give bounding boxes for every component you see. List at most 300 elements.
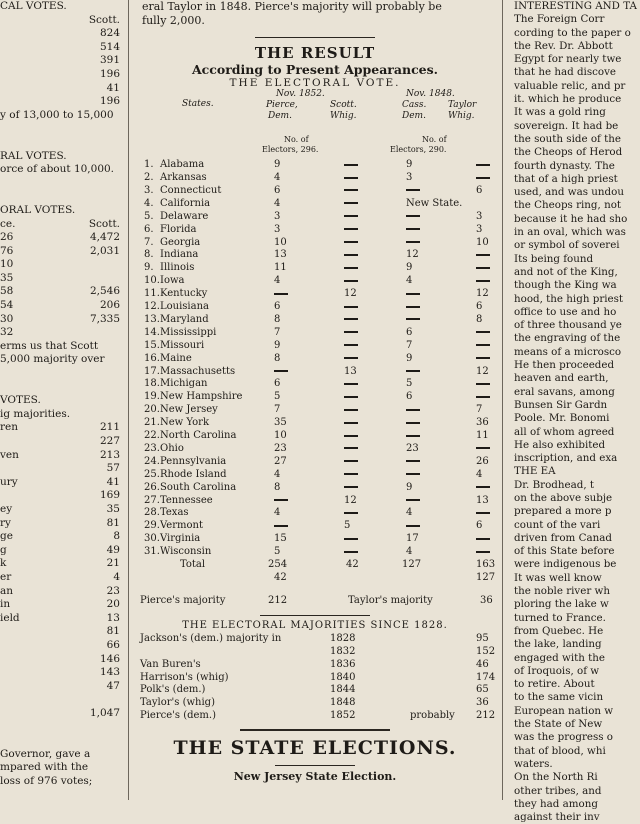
pierce-votes-dash [274, 366, 288, 377]
pierce-votes: 3 [274, 223, 281, 235]
majority-value: 36 [476, 697, 489, 709]
state-number: 23. [144, 442, 160, 454]
state-number: 21. [144, 417, 160, 429]
right-line: Dr. Brodhead, t [514, 478, 595, 491]
scott-votes: 5 [344, 520, 351, 532]
taylor-votes: 3 [476, 223, 483, 235]
majority-qualifier: probably [410, 709, 455, 721]
right-line: of Iroquois, of w [514, 664, 600, 677]
majority-row [134, 659, 496, 672]
col-cass: Cass. [402, 100, 427, 111]
state-number: 24. [144, 455, 160, 467]
taylor-votes-dash [476, 172, 490, 183]
taylor-votes-dash [476, 262, 490, 273]
scott-votes-dash [344, 456, 358, 467]
left-line [0, 598, 124, 612]
table-row [134, 546, 496, 559]
majority-label: Harrison's (whig) [140, 671, 229, 683]
right-line: engaged with the [514, 651, 606, 664]
right-line: and not of the King, [514, 265, 618, 278]
state-name: Maryland [160, 313, 209, 325]
right-line: the lake, landing [514, 638, 602, 651]
state-number: 22. [144, 430, 160, 442]
state-name: New Hampshire [160, 391, 243, 403]
pierce-votes: 35 [274, 417, 287, 429]
left-line [0, 394, 124, 408]
left-line-text: ury [0, 475, 18, 488]
left-line [0, 82, 124, 96]
table-row [134, 288, 496, 301]
result-subtitle: According to Present Appearances. [191, 62, 439, 78]
left-line-value: 8 [113, 530, 120, 543]
state-name: Mississippi [160, 326, 217, 338]
electors-label: No. of [284, 135, 309, 145]
pierce-votes: 10 [274, 236, 287, 248]
pierce-votes: 23 [274, 442, 287, 454]
right-line: ploring the lake w [514, 598, 609, 611]
taylor-votes: 13 [476, 494, 489, 506]
state-number: 29. [144, 520, 160, 532]
left-line-value: 21 [106, 557, 120, 570]
middle-column [134, 0, 496, 800]
column-rule-right [502, 0, 503, 800]
table-row [134, 314, 496, 327]
scott-votes-dash [344, 275, 358, 286]
col-pierce: Pierce, [266, 100, 298, 111]
right-line: the Cheops of Herod [514, 146, 623, 159]
state-name: Indiana [160, 249, 199, 261]
table-row [134, 224, 496, 237]
table-row [134, 172, 496, 185]
majority-year: 1852 [330, 709, 356, 721]
intro-text [134, 0, 496, 27]
right-line: the Cheops ring, not [514, 199, 622, 212]
right-line: Its being found [514, 252, 594, 265]
electors-count: Electors, 296. [262, 145, 319, 155]
left-line-text: erms us that Scott [0, 339, 99, 352]
left-line-value: 391 [99, 54, 120, 67]
left-line [0, 707, 124, 721]
taylor-majority-value: 36 [480, 595, 493, 607]
right-line: in an oval, which was [514, 226, 626, 239]
left-line-value: 2,031 [89, 244, 120, 257]
left-line [0, 272, 124, 286]
cass-votes: 6 [406, 391, 413, 403]
majority-year: 1836 [330, 658, 356, 670]
state-number: 6. [144, 223, 154, 235]
right-line: that he had discove [514, 66, 616, 79]
state-number: 4. [144, 197, 154, 209]
table-row [134, 249, 496, 262]
taylor-votes: 12 [476, 288, 489, 300]
right-line: hood, the high priest [514, 292, 624, 305]
scott-votes-dash [344, 391, 358, 402]
state-name: Vermont [160, 520, 203, 532]
table-row [134, 404, 496, 417]
left-line [0, 150, 124, 164]
left-line [0, 122, 124, 136]
intro-line: fully 2,000. [142, 13, 205, 27]
majority-value: 65 [476, 684, 489, 696]
cass-votes-dash [406, 469, 420, 480]
majority-year: 1848 [330, 697, 356, 709]
left-line [0, 299, 124, 313]
scott-votes-dash [344, 469, 358, 480]
left-line-text: 10 [0, 258, 14, 271]
pierce-votes: 8 [274, 481, 281, 493]
right-line: He then proceeded [514, 359, 615, 372]
majority-year: 1844 [330, 684, 356, 696]
left-line-value: 196 [99, 67, 120, 80]
state-name: Iowa [160, 275, 185, 287]
pierce-votes: 4 [274, 172, 281, 184]
table-row [134, 417, 496, 430]
left-line-text: loss of 976 votes; [0, 774, 93, 787]
pierce-votes: 4 [274, 275, 281, 287]
taylor-votes: 4 [476, 468, 483, 480]
cass-votes-dash [406, 185, 420, 196]
table-row [134, 340, 496, 353]
table-row [134, 353, 496, 366]
scott-votes-dash [344, 301, 358, 312]
state-number: 20. [144, 404, 160, 416]
left-line [0, 218, 124, 232]
right-line: On the North Ri [514, 771, 598, 784]
left-line [0, 408, 124, 422]
left-line-text: 58 [0, 285, 14, 298]
left-line-text: ren [0, 421, 18, 434]
pierce-votes: 4 [274, 197, 281, 209]
right-line: they had among [514, 797, 598, 810]
right-line: It was a gold ring [514, 106, 606, 119]
cass-votes: 9 [406, 159, 413, 171]
col-states: States. [182, 99, 214, 110]
taylor-votes-dash [476, 327, 490, 338]
left-line [0, 666, 124, 680]
right-line: It was well know [514, 571, 602, 584]
right-line: against their inv [514, 811, 600, 824]
right-line: Bunsen Sir Gardn [514, 398, 608, 411]
cass-votes-dash [406, 520, 420, 531]
left-line [0, 503, 124, 517]
taylor-votes-dash [476, 443, 490, 454]
pierce-votes: 6 [274, 378, 281, 390]
col-dem: Dem. [268, 111, 292, 122]
cass-votes-dash [406, 314, 420, 325]
left-line-value: 66 [106, 638, 120, 651]
divider [260, 615, 370, 616]
pierce-votes: 15 [274, 533, 287, 545]
left-line [0, 476, 124, 490]
right-line: count of the vari [514, 518, 601, 531]
left-line [0, 340, 124, 354]
majority-row [134, 697, 496, 710]
left-line-text: in [0, 598, 11, 611]
taylor-votes: 3 [476, 210, 483, 222]
scott-votes-dash [344, 172, 358, 183]
left-line-text: ry [0, 516, 11, 529]
table-row [134, 520, 496, 533]
left-line-value: 227 [99, 435, 120, 447]
majority-value: 212 [476, 709, 496, 721]
right-line: THE EA [514, 465, 556, 478]
right-line: waters. [514, 757, 553, 770]
left-column [0, 0, 124, 800]
scott-votes-dash [344, 482, 358, 493]
left-line [0, 775, 124, 789]
left-line-value: 213 [99, 448, 120, 461]
majority-row [134, 646, 496, 659]
cass-votes: 23 [406, 442, 419, 454]
left-line [0, 734, 124, 748]
left-line-text: ey [0, 502, 13, 515]
state-number: 18. [144, 378, 160, 390]
right-column [508, 0, 640, 824]
state-name: Pennsylvania [160, 455, 227, 467]
left-line-text: er [0, 570, 12, 583]
pierce-votes: 5 [274, 391, 281, 403]
total-scott-sub: 42 [274, 572, 287, 584]
state-name: Ohio [160, 442, 184, 454]
pierce-votes: 3 [274, 210, 281, 222]
taylor-votes-dash [476, 378, 490, 389]
state-name: Louisiana [160, 301, 209, 313]
scott-votes-dash [344, 443, 358, 454]
majority-label: Jackson's (dem.) majority in [140, 633, 282, 645]
left-line-value: 20 [106, 598, 120, 611]
left-line [0, 163, 124, 177]
right-line: The Foreign Corr [514, 13, 605, 26]
left-line [0, 625, 124, 639]
table-row [134, 482, 496, 495]
scott-votes-dash [344, 533, 358, 544]
right-line: or symbol of soverei [514, 239, 620, 252]
state-name: Alabama [160, 159, 205, 171]
scott-votes-dash [344, 430, 358, 441]
cass-votes: 3 [406, 172, 413, 184]
pierce-votes: 4 [274, 468, 281, 480]
left-line [0, 41, 124, 55]
left-line [0, 190, 124, 204]
right-line: from Quebec. He [514, 624, 604, 637]
cass-votes: 4 [406, 507, 413, 519]
scott-votes-dash [344, 211, 358, 222]
pierce-votes: 10 [274, 430, 287, 442]
scott-votes-dash [344, 237, 358, 248]
left-line-text: ce. [0, 217, 16, 230]
right-line: driven from Canad [514, 531, 612, 544]
taylor-votes: 10 [476, 236, 489, 248]
col-nov1852: Nov. 1852. [276, 89, 325, 100]
right-line: to the same vicin [514, 691, 604, 704]
state-name: Connecticut [160, 184, 222, 196]
state-number: 2. [144, 172, 154, 184]
pierce-votes-dash [274, 495, 288, 506]
state-name: Texas [160, 507, 189, 519]
state-elections-title: THE STATE ELECTIONS. [173, 737, 457, 760]
left-line-value: 41 [106, 81, 120, 94]
left-line [0, 231, 124, 245]
state-number: 5. [144, 210, 154, 222]
left-line-value: Scott. [88, 217, 120, 230]
left-line-value: 7,335 [89, 312, 120, 325]
state-name: California [160, 197, 211, 209]
right-line: valuable relic, and pr [514, 79, 626, 92]
state-name: Illinois [160, 262, 195, 274]
scott-votes-dash [344, 327, 358, 338]
majority-label: Van Buren's [140, 658, 201, 670]
left-line-value: 57 [106, 462, 120, 475]
cass-votes: 7 [406, 339, 413, 351]
right-line: that of a high priest [514, 172, 618, 185]
scott-votes-dash [344, 507, 358, 518]
state-number: 9. [144, 262, 154, 274]
table-row [134, 456, 496, 469]
right-line: means of a microsco [514, 345, 622, 358]
table-row [134, 533, 496, 546]
majority-year: 1840 [330, 671, 356, 683]
left-line [0, 557, 124, 571]
majority-value: 95 [476, 633, 489, 645]
right-line: that of blood, whi [514, 744, 606, 757]
left-line [0, 693, 124, 707]
cass-votes: 12 [406, 249, 419, 261]
total-label: Total [180, 559, 206, 571]
pierce-votes: 7 [274, 326, 281, 338]
left-line-value: 23 [106, 584, 120, 597]
table-row [134, 443, 496, 456]
left-line-text: ven [0, 448, 19, 461]
left-line-value: 2,546 [89, 285, 120, 298]
cass-votes-dash [406, 495, 420, 506]
state-number: 10. [144, 275, 160, 287]
state-name: Massachusetts [160, 365, 236, 377]
cass-votes: 17 [406, 533, 419, 545]
taylor-votes-dash [476, 546, 490, 557]
table-row [134, 366, 496, 379]
state-name: Florida [160, 223, 197, 235]
right-line: the Rev. Dr. Abbott [514, 39, 613, 52]
majority-value: 46 [476, 658, 489, 670]
totals [134, 559, 496, 595]
left-line-value: Scott. [88, 13, 120, 26]
majority-row [134, 684, 496, 697]
left-line [0, 530, 124, 544]
state-name: North Carolina [160, 430, 237, 442]
pierce-votes: 8 [274, 352, 281, 364]
state-name: Rhode Island [160, 468, 227, 480]
table-row [134, 495, 496, 508]
table-row [134, 327, 496, 340]
left-line-value: 47 [106, 679, 120, 692]
left-line [0, 353, 124, 367]
left-line-value: 206 [99, 299, 120, 312]
left-line-text: g [0, 543, 7, 556]
cass-votes: 9 [406, 481, 413, 493]
taylor-votes-dash [476, 391, 490, 402]
state-number: 12. [144, 301, 160, 313]
state-name: Delaware [160, 210, 209, 222]
left-line [0, 421, 124, 435]
majority-label: Taylor's (whig) [140, 697, 215, 709]
left-line-text: VOTES. [0, 394, 41, 407]
left-line [0, 571, 124, 585]
state-number: 1. [144, 159, 154, 171]
pierce-votes: 9 [274, 339, 281, 351]
left-line-value: 49 [106, 543, 120, 556]
scott-votes-dash [344, 404, 358, 415]
col-taylor: Taylor [448, 100, 477, 111]
col-whig: Whig. [330, 111, 357, 122]
state-number: 30. [144, 533, 160, 545]
left-line [0, 748, 124, 762]
majority-year: 1828 [330, 633, 356, 645]
state-name: Tennessee [160, 494, 213, 506]
taylor-votes: 12 [476, 365, 489, 377]
left-line-text: an [0, 584, 14, 597]
taylor-majority-label: Taylor's majority [348, 595, 433, 607]
cass-votes-dash [406, 417, 420, 428]
state-number: 26. [144, 481, 160, 493]
right-line: though the King wa [514, 279, 617, 292]
right-line: turned to France. [514, 611, 606, 624]
left-line [0, 381, 124, 395]
nj-election-heading: New Jersey State Election. [233, 770, 397, 784]
state-name: Missouri [160, 339, 205, 351]
left-line [0, 761, 124, 775]
state-number: 28. [144, 507, 160, 519]
majority-row [134, 633, 496, 646]
right-line: because it he had sho [514, 212, 628, 225]
right-line: prepared a more p [514, 505, 612, 518]
col-scott: Scott. [330, 100, 357, 111]
state-name: Wisconsin [160, 546, 212, 558]
pierce-votes: 7 [274, 404, 281, 416]
state-name: New York [160, 417, 209, 429]
pierce-votes-dash [274, 288, 288, 299]
left-line [0, 136, 124, 150]
taylor-votes-dash [476, 353, 490, 364]
cass-votes: 9 [406, 352, 413, 364]
taylor-votes: 36 [476, 417, 489, 429]
majority-year: 1832 [330, 645, 356, 657]
right-line: inscription, and exa [514, 452, 618, 465]
right-line: sovereign. It had be [514, 119, 619, 132]
left-line [0, 0, 124, 14]
left-line-text: 54 [0, 299, 14, 312]
cass-votes: 5 [406, 378, 413, 390]
left-line [0, 585, 124, 599]
taylor-votes-dash [476, 249, 490, 260]
scott-votes: 13 [344, 365, 357, 377]
left-line-text: 32 [0, 326, 14, 339]
divider [255, 37, 375, 38]
left-line-text: RAL VOTES. [0, 149, 67, 162]
right-line: other tribes, and [514, 784, 602, 797]
right-line: cording to the paper o [514, 26, 631, 39]
cass-votes: 6 [406, 326, 413, 338]
left-line [0, 27, 124, 41]
state-number: 25. [144, 468, 160, 480]
left-line-text: ig majorities. [0, 407, 71, 420]
taylor-votes-dash [476, 533, 490, 544]
left-line [0, 285, 124, 299]
total-pierce: 254 [268, 559, 288, 571]
pierce-majority-value: 212 [268, 595, 288, 607]
left-line [0, 109, 124, 123]
pierce-votes: 4 [274, 507, 281, 519]
total-scott: 42 [346, 559, 359, 571]
